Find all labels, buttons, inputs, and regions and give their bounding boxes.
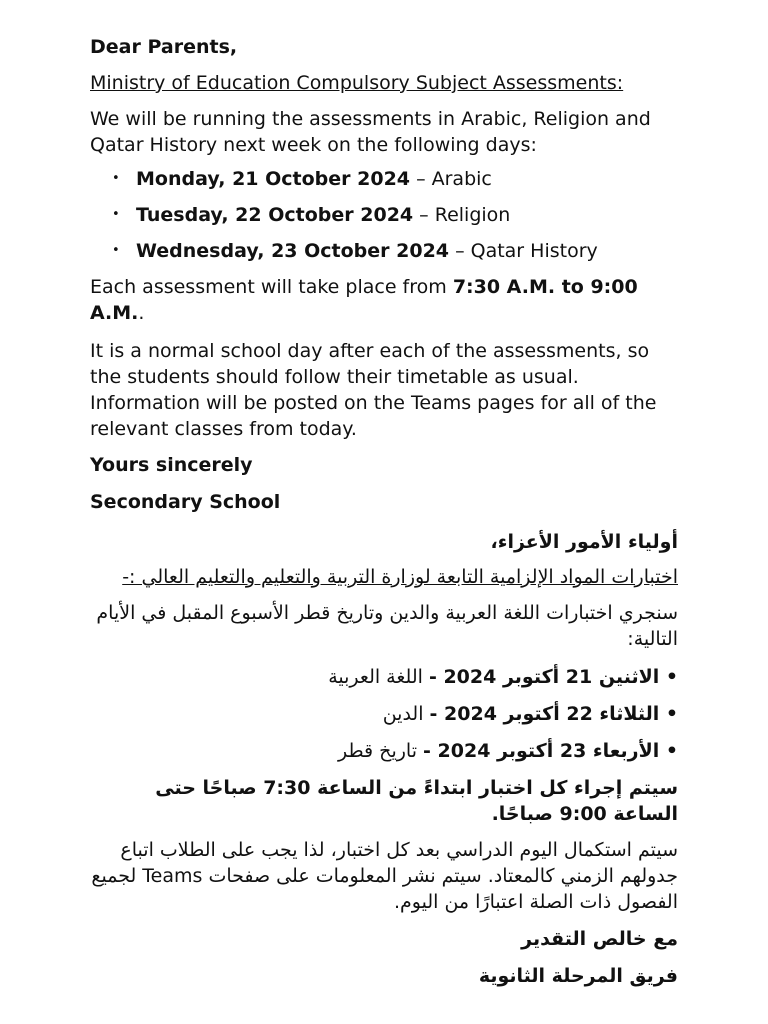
assessment-date: Wednesday, 23 October 2024 [136, 240, 450, 262]
english-greeting: Dear Parents, [90, 36, 238, 58]
english-assessment-item [90, 202, 678, 228]
arabic-greeting: أولياء الأمور الأعزاء، [490, 531, 678, 553]
english-signature: Secondary School [90, 491, 281, 513]
arabic-assessment-item [90, 664, 678, 690]
timing-hours: 7:30 A.M. to 9:00 A.M. [90, 276, 638, 324]
english-closing: Yours sincerely [90, 454, 253, 476]
assessment-subject: اللغة العربية [328, 666, 429, 688]
arabic-closing: مع خالص التقدير [521, 928, 678, 950]
arabic-timing: سيتم إجراء كل اختبار ابتداءً من الساعة 7:30 صباحًا حتى الساعة 9:00 صباحًا. [155, 777, 678, 825]
english-assessment-list [90, 166, 678, 264]
assessment-subject: – Religion [413, 204, 511, 226]
arabic-assessment-item [90, 701, 678, 727]
assessment-subject: – Qatar History [449, 240, 598, 262]
english-normal-day-note: It is a normal school day after each of the assessments, so the students should follow their timetable as usual. Information will be posted on the Teams pages for all of the relevant classes from today. [90, 340, 657, 440]
english-assessment-item [90, 166, 678, 192]
arabic-signature: فريق المرحلة الثانوية [478, 965, 678, 987]
assessment-subject: الدين [382, 703, 430, 725]
timing-suffix: . [138, 302, 145, 324]
english-assessment-item [90, 238, 678, 264]
arabic-assessment-item [90, 738, 678, 764]
english-letter [90, 34, 678, 515]
english-intro: We will be running the assessments in Arabic, Religion and Qatar History next week on the following days: [90, 108, 651, 156]
assessment-subject: تاريخ قطر [337, 740, 424, 762]
assessment-date: • الثلاثاء 22 أكتوبر 2024 - [429, 703, 678, 725]
arabic-letter [90, 529, 678, 989]
arabic-subject-heading: اختبارات المواد الإلزامية التابعة لوزارة التربية والتعليم والتعليم العالي :- [122, 566, 678, 588]
timing-prefix: Each assessment will take place from [90, 276, 453, 298]
assessment-date: • الأربعاء 23 أكتوبر 2024 - [423, 740, 678, 762]
assessment-subject: – Arabic [410, 168, 492, 190]
arabic-normal-day-note: سيتم استكمال اليوم الدراسي بعد كل اختبار، لذا يجب على الطلاب اتباع جدولهم الزمني كالمعتاد. سيتم نشر المعلومات على صفحات Teams لجميع الفصول ذات الصلة اعتبارًا من اليوم. [91, 839, 678, 913]
assessment-date: • الاثنين 21 أكتوبر 2024 - [428, 666, 678, 688]
assessment-date: Monday, 21 October 2024 [136, 168, 411, 190]
assessment-date: Tuesday, 22 October 2024 [136, 204, 414, 226]
english-timing [90, 274, 678, 326]
english-subject-heading: Ministry of Education Compulsory Subject Assessments: [90, 72, 624, 94]
arabic-intro: سنجري اختبارات اللغة العربية والدين وتاريخ قطر الأسبوع المقبل في الأيام التالية: [96, 602, 678, 650]
